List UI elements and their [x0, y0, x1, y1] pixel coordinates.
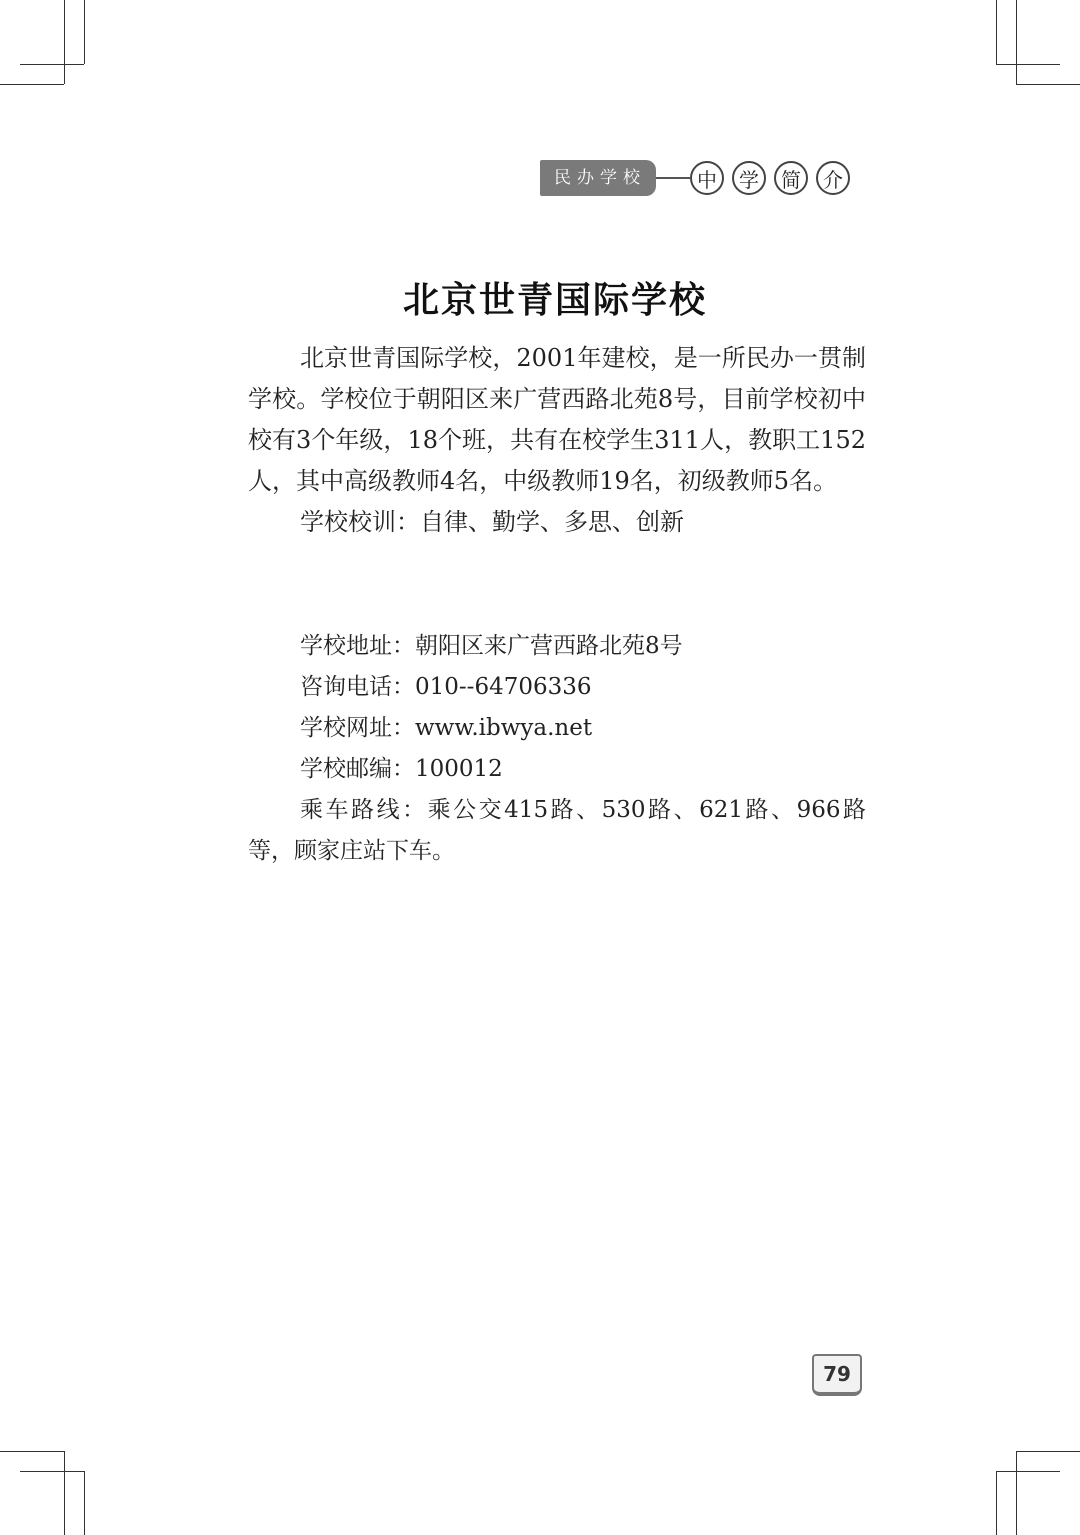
- crop-mark: [1016, 1451, 1017, 1535]
- chapter-title-char: 学: [732, 161, 766, 195]
- school-postcode: 学校邮编：100012: [300, 756, 503, 782]
- crop-mark: [996, 1471, 997, 1535]
- chapter-title-char: 简: [774, 161, 808, 195]
- header-rule: [656, 177, 690, 179]
- school-website: 学校网址：www.ibwya.net: [300, 715, 593, 741]
- chapter-title-char: 中: [690, 161, 724, 195]
- contact-info: [248, 626, 866, 872]
- school-phone: 咨询电话：010--64706336: [300, 674, 592, 700]
- page-number: 79: [812, 1354, 862, 1396]
- section-tag: 民办学校: [540, 160, 656, 196]
- crop-mark: [996, 1471, 1060, 1472]
- crop-mark: [1016, 1451, 1080, 1452]
- crop-mark: [0, 84, 64, 85]
- crop-mark: [20, 1471, 84, 1472]
- chapter-title: [690, 161, 850, 195]
- crop-mark: [1016, 0, 1017, 84]
- crop-mark: [996, 0, 997, 64]
- school-motto: 学校校训：自律、勤学、多思、创新: [300, 508, 684, 536]
- school-address: 学校地址：朝阳区来广营西路北苑8号: [300, 633, 683, 659]
- crop-mark: [996, 64, 1060, 65]
- crop-mark: [0, 1451, 64, 1452]
- running-header: [540, 158, 850, 198]
- page-title: 北京世青国际学校: [402, 280, 707, 321]
- crop-mark: [64, 0, 65, 84]
- crop-mark: [84, 1471, 85, 1535]
- intro-text: [248, 338, 866, 543]
- crop-mark: [1016, 84, 1080, 85]
- chapter-title-char: 介: [816, 161, 850, 195]
- transit-route: 乘车路线：乘公交415路、530路、621路、966路等，顾家庄站下车。: [248, 797, 866, 864]
- crop-mark: [20, 64, 84, 65]
- intro-paragraph: 北京世青国际学校，2001年建校，是一所民办一贯制学校。学校位于朝阳区来广营西路北苑8号，目前学校初中校有3个年级，18个班，共有在校学生311人，教职工152人，其中高级教师4名，中级教师19名，初级教师5名。: [248, 344, 866, 495]
- crop-mark: [64, 1451, 65, 1535]
- crop-mark: [84, 0, 85, 64]
